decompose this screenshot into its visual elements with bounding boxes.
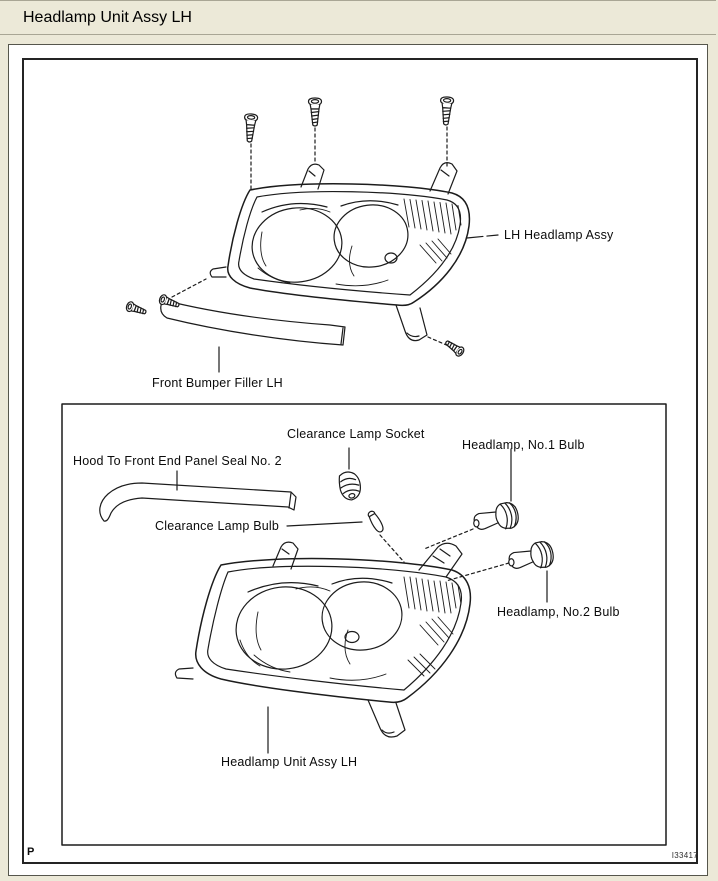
- label-clearance-lamp-bulb: Clearance Lamp Bulb: [155, 519, 280, 533]
- page-title: Headlamp Unit Assy LH: [23, 9, 192, 26]
- label-headlamp-unit-assy: Headlamp Unit Assy LH: [221, 755, 358, 769]
- clearance-lamp-bulb-drawing: [287, 510, 404, 562]
- label-clearance-lamp-socket: Clearance Lamp Socket: [287, 427, 425, 441]
- headlamp-no1-bulb-drawing: [424, 449, 520, 549]
- headlamp-no2-bulb-drawing: [446, 540, 555, 602]
- label-front-bumper-filler: Front Bumper Filler LH: [152, 376, 283, 390]
- screw-icon: [125, 279, 206, 317]
- clearance-lamp-socket-drawing: [337, 448, 363, 502]
- label-headlamp-no2-bulb: Headlamp, No.2 Bulb: [497, 605, 620, 619]
- screw-icon: [428, 337, 465, 358]
- front-bumper-filler-drawing: [161, 300, 345, 372]
- top-diagram: [125, 97, 498, 372]
- label-lh-headlamp-assy: LH Headlamp Assy: [504, 228, 614, 242]
- label-hood-seal: Hood To Front End Panel Seal No. 2: [73, 454, 282, 468]
- section-header: [0, 0, 716, 35]
- page-marker: P: [27, 846, 35, 858]
- figure-id: I33417: [671, 851, 698, 860]
- headlamp-unit-drawing: [175, 542, 470, 753]
- lh-headlamp-drawing: [210, 163, 498, 341]
- inner-box-border: [62, 404, 666, 845]
- label-headlamp-no1-bulb: Headlamp, No.1 Bulb: [462, 438, 585, 452]
- hood-seal-drawing: [100, 471, 296, 521]
- bottom-diagram: [62, 404, 666, 845]
- screw-icon: [243, 97, 454, 189]
